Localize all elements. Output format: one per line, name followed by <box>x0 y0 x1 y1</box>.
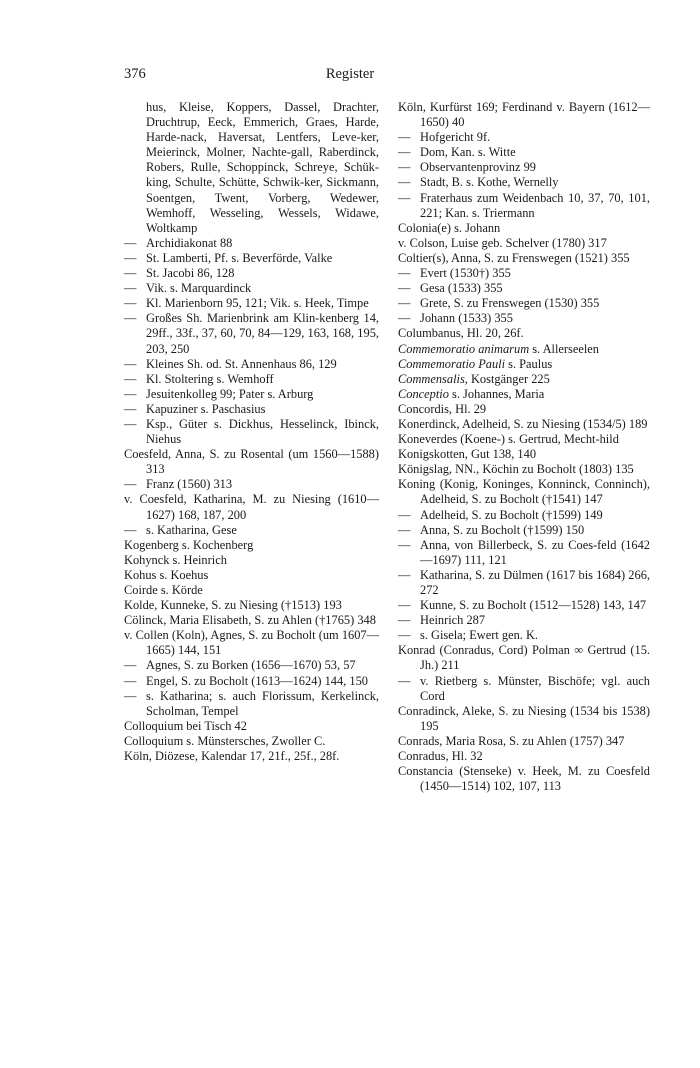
index-subentry <box>398 523 650 538</box>
repeat-dash: — <box>124 235 137 250</box>
index-entry <box>398 100 650 130</box>
entry-text: Concordis, Hl. 29 <box>398 401 487 416</box>
repeat-dash: — <box>398 613 411 628</box>
index-subentry <box>398 508 650 523</box>
index-entry <box>398 372 650 387</box>
index-subentry <box>398 175 650 190</box>
index-entry <box>398 432 650 447</box>
repeat-dash: — <box>124 296 137 311</box>
entry-text: Köln, Kurfürst 169; Ferdinand v. Bayern (1612—1650) 40 <box>398 100 650 130</box>
entry-text: Conradus, Hl. 32 <box>398 749 483 764</box>
index-entry <box>124 628 379 658</box>
entry-text: Fraterhaus zum Weidenbach 10, 37, 70, 101, 221; Kan. s. Triermann <box>420 190 650 220</box>
entry-text: Constancia (Stenseke) v. Heek, M. zu Coesfeld (1450—1514) 102, 107, 113 <box>398 764 650 794</box>
entry-text: Colloquium bei Tisch 42 <box>124 718 247 733</box>
entry-text: Konigskotten, Gut 138, 140 <box>398 447 537 462</box>
entry-text: Großes Sh. Marienbrink am Klin-kenberg 14, 29ff., 33f., 37, 60, 70, 84—129, 163, 168, 195, 203, 250 <box>146 311 379 356</box>
entry-text: Conceptio s. Johannes, Maria <box>398 386 545 401</box>
repeat-dash: — <box>124 371 137 386</box>
entry-text: Kleines Sh. od. St. Annenhaus 86, 129 <box>146 356 337 371</box>
repeat-dash: — <box>398 190 411 205</box>
index-subentry <box>124 417 379 447</box>
entry-text: Katharina, S. zu Dülmen (1617 bis 1684) 266, 272 <box>420 567 650 597</box>
index-subentry <box>124 251 379 266</box>
index-subentry <box>124 658 379 673</box>
entry-text: v. Colson, Luise geb. Schelver (1780) 317 <box>398 235 607 250</box>
entry-text: Kolde, Kunneke, S. zu Niesing (†1513) 193 <box>124 598 342 613</box>
entry-text: Konrad (Conradus, Cord) Polman ∞ Gertrud (15. Jh.) 211 <box>398 643 650 673</box>
index-entry <box>398 357 650 372</box>
index-subentry <box>398 296 650 311</box>
repeat-dash: — <box>398 311 411 326</box>
index-entry <box>124 598 379 613</box>
entry-text: Kunne, S. zu Bocholt (1512—1528) 143, 147 <box>420 598 647 613</box>
entry-text: Dom, Kan. s. Witte <box>420 145 516 160</box>
repeat-dash: — <box>124 522 137 537</box>
entry-text: Engel, S. zu Bocholt (1613—1624) 144, 150 <box>146 673 368 688</box>
repeat-dash: — <box>124 658 137 673</box>
index-subentry <box>124 296 379 311</box>
entry-text: Stadt, B. s. Kothe, Wernelly <box>420 175 559 190</box>
index-entry <box>124 749 379 764</box>
entry-text: Conradinck, Aleke, S. zu Niesing (1534 bis 1538) 195 <box>398 703 650 733</box>
index-entry <box>124 613 379 628</box>
repeat-dash: — <box>398 266 411 281</box>
entry-text: Archidiakonat 88 <box>146 235 233 250</box>
index-entry <box>398 326 650 341</box>
entry-text: St. Lamberti, Pf. s. Beverförde, Valke <box>146 250 333 265</box>
entry-text: Colonia(e) s. Johann <box>398 220 501 235</box>
repeat-dash: — <box>124 386 137 401</box>
repeat-dash: — <box>398 507 411 522</box>
repeat-dash: — <box>124 673 137 688</box>
index-entry <box>124 538 379 553</box>
repeat-dash: — <box>398 567 411 582</box>
index-subentry <box>124 372 379 387</box>
entry-text: v. Rietberg s. Münster, Bischöfe; vgl. auch Cord <box>420 673 650 703</box>
index-column-right <box>398 100 650 794</box>
repeat-dash: — <box>398 673 411 688</box>
entry-text: v. Coesfeld, Katharina, M. zu Niesing (1610—1627) 168, 187, 200 <box>124 492 379 522</box>
entry-text: s. Katharina, Gese <box>146 522 237 537</box>
entry-text: Heinrich 287 <box>420 613 486 628</box>
index-entry <box>398 342 650 357</box>
index-subentry <box>124 281 379 296</box>
repeat-dash: — <box>124 688 137 703</box>
entry-text: v. Collen (Koln), Agnes, S. zu Bocholt (um 1607—1665) 144, 151 <box>124 628 379 658</box>
entry-text: Hofgericht 9f. <box>420 130 491 145</box>
entry-text: Grete, S. zu Frenswegen (1530) 355 <box>420 296 600 311</box>
index-subentry <box>124 477 379 492</box>
index-entry <box>398 402 650 417</box>
index-entry <box>124 568 379 583</box>
index-subentry <box>398 191 650 221</box>
index-entry <box>398 236 650 251</box>
entry-text: St. Jacobi 86, 128 <box>146 266 235 281</box>
index-subentry <box>124 236 379 251</box>
entry-text: Commemoratio Pauli s. Paulus <box>398 356 553 371</box>
index-entry <box>124 719 379 734</box>
index-subentry <box>124 674 379 689</box>
index-column-left <box>124 100 379 764</box>
entry-text: Cölinck, Maria Elisabeth, S. zu Ahlen (†1765) 348 <box>124 613 376 628</box>
index-entry <box>398 221 650 236</box>
page-header <box>0 66 700 84</box>
index-entry <box>398 477 650 507</box>
repeat-dash: — <box>124 356 137 371</box>
entry-text: Observantenprovinz 99 <box>420 160 536 175</box>
entry-text: Columbanus, Hl. 20, 26f. <box>398 326 524 341</box>
index-subentry <box>398 613 650 628</box>
index-subentry <box>398 628 650 643</box>
index-subentry <box>398 130 650 145</box>
repeat-dash: — <box>398 160 411 175</box>
entry-text: Koneverdes (Koene-) s. Gertrud, Mecht-hild <box>398 432 619 447</box>
index-entry <box>398 643 650 673</box>
entry-text: hus, Kleise, Koppers, Dassel, Drachter, Druchtrup, Eeck, Emmerich, Graes, Harde, Harde-nack, Haversat, Lentfers, Leve-ker, Meierinck, Molner, Nachte-gall, Raberdinck, Robers, Rulle, Schoppinck, Schreye, Schük-king, Schulte, Schütte, Schwik-ker, Sickmann, Soentgen, Twent, Vorberg, Wedewer, Wemhoff, Wesseling, Wessels, Widawe, Woltkamp <box>146 100 379 235</box>
entry-text: Coesfeld, Anna, S. zu Rosental (um 1560—1588) 313 <box>124 447 379 477</box>
entry-text: Evert (1530†) 355 <box>420 266 511 281</box>
entry-text: Colloquium s. Münstersches, Zwoller C. <box>124 733 326 748</box>
entry-text: Adelheid, S. zu Bocholt (†1599) 149 <box>420 507 603 522</box>
entry-text: Coirde s. Körde <box>124 583 203 597</box>
entry-text: Kohynck s. Heinrich <box>124 552 227 567</box>
index-entry <box>398 417 650 432</box>
repeat-dash: — <box>124 416 137 431</box>
entry-text: Konerdinck, Adelheid, S. zu Niesing (1534/5) 189 <box>398 416 648 431</box>
repeat-dash: — <box>124 281 137 296</box>
entry-text: Königslag, NN., Köchin zu Bocholt (1803) 135 <box>398 462 634 477</box>
index-entry <box>124 447 379 477</box>
entry-text: Vik. s. Marquardinck <box>146 281 252 296</box>
entry-text: Commensalis, Kostgänger 225 <box>398 371 550 386</box>
entry-text: Conrads, Maria Rosa, S. zu Ahlen (1757) 347 <box>398 733 625 748</box>
repeat-dash: — <box>398 130 411 145</box>
index-entry <box>398 749 650 764</box>
entry-text: Kapuziner s. Paschasius <box>146 401 266 416</box>
repeat-dash: — <box>124 477 137 492</box>
index-subentry <box>124 523 379 538</box>
index-entry <box>398 764 650 794</box>
index-subentry <box>124 387 379 402</box>
entry-text: Franz (1560) 313 <box>146 477 233 492</box>
entry-text: Gesa (1533) 355 <box>420 281 503 296</box>
repeat-dash: — <box>398 598 411 613</box>
index-entry <box>398 251 650 266</box>
index-subentry <box>398 538 650 568</box>
index-subentry <box>398 281 650 296</box>
index-entry <box>398 704 650 734</box>
entry-text: Ksp., Güter s. Dickhus, Hesselinck, Ibinck, Niehus <box>146 416 379 447</box>
entry-text: Agnes, S. zu Borken (1656—1670) 53, 57 <box>146 658 356 673</box>
index-subentry <box>398 266 650 281</box>
repeat-dash: — <box>398 296 411 311</box>
repeat-dash: — <box>398 537 411 552</box>
index-entry <box>124 100 379 236</box>
entry-text: s. Gisela; Ewert gen. K. <box>420 628 539 643</box>
repeat-dash: — <box>398 145 411 160</box>
index-subentry <box>398 160 650 175</box>
index-entry <box>398 387 650 402</box>
entry-text: Anna, von Billerbeck, S. zu Coes-feld (1642—1697) 111, 121 <box>420 537 650 567</box>
entry-text: Kl. Stoltering s. Wemhoff <box>146 371 274 386</box>
index-subentry <box>124 689 379 719</box>
repeat-dash: — <box>124 401 137 416</box>
page-number: 376 <box>124 66 146 82</box>
index-entry <box>398 734 650 749</box>
entry-text: Anna, S. zu Bocholt (†1599) 150 <box>420 522 585 537</box>
index-entry <box>124 583 379 598</box>
entry-text: Johann (1533) 355 <box>420 311 513 326</box>
index-entry <box>398 447 650 462</box>
index-entry <box>398 462 650 477</box>
repeat-dash: — <box>124 311 137 326</box>
repeat-dash: — <box>398 281 411 296</box>
index-subentry <box>124 311 379 356</box>
entry-text: Köln, Diözese, Kalendar 17, 21f., 25f., 28f. <box>124 749 340 764</box>
running-title: Register <box>325 66 375 82</box>
entry-text: Kogenberg s. Kochenberg <box>124 537 254 552</box>
index-subentry <box>398 598 650 613</box>
entry-text: Koning (Konig, Koninges, Konninck, Conninch), Adelheid, S. zu Bocholt (†1541) 147 <box>398 477 650 507</box>
entry-text: Coltier(s), Anna, S. zu Frenswegen (1521) 355 <box>398 250 630 265</box>
repeat-dash: — <box>398 522 411 537</box>
index-subentry <box>398 311 650 326</box>
repeat-dash: — <box>398 175 411 190</box>
entry-text: Jesuitenkolleg 99; Pater s. Arburg <box>146 386 314 401</box>
entry-text: Kohus s. Koehus <box>124 567 209 582</box>
index-entry <box>124 553 379 568</box>
index-subentry <box>398 568 650 598</box>
index-subentry <box>124 402 379 417</box>
repeat-dash: — <box>124 250 137 265</box>
entry-text: Commemoratio animarum s. Allerseelen <box>398 341 599 356</box>
repeat-dash: — <box>124 266 137 281</box>
entry-text: s. Katharina; s. auch Florissum, Kerkelinck, Scholman, Tempel <box>146 688 379 718</box>
index-entry <box>124 734 379 749</box>
index-subentry <box>398 145 650 160</box>
repeat-dash: — <box>398 628 411 643</box>
index-subentry <box>398 674 650 704</box>
index-entry <box>124 492 379 522</box>
entry-text: Kl. Marienborn 95, 121; Vik. s. Heek, Timpe <box>146 296 369 311</box>
index-subentry <box>124 266 379 281</box>
index-subentry <box>124 357 379 372</box>
